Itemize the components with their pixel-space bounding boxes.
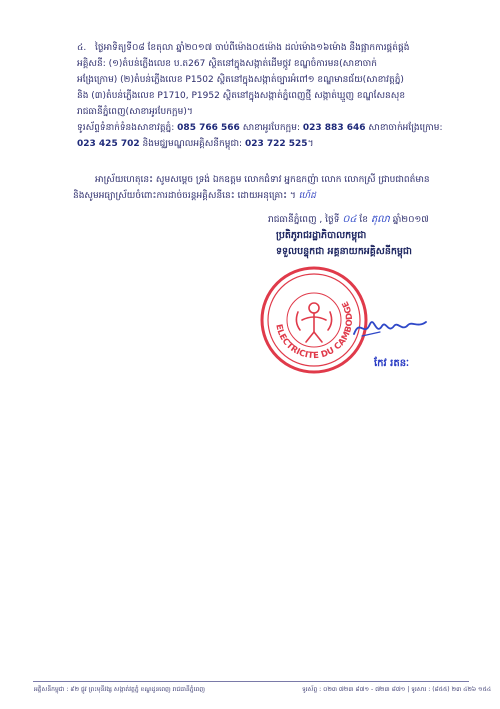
- footer-address: អគ្គិសនីកម្ពុជា : ៩២ ផ្លូវ ព្រះមុនីវង្ស សង្កាត់វត្តភ្នំ ខណ្ឌដូនពេញ រាជធានីភ្នំពេញ: [34, 686, 205, 693]
- item-4-line-2: អគ្គិសនី: (១)តំបន់ភ្លើងលេខ ប.ត267 ស្ថិតនៅក្នុងសង្កាត់ដើមថ្កូវ ខណ្ឌចំការមន(សាខាចាក់: [77, 59, 377, 69]
- phone-wat-phnom: 085 766 566: [177, 123, 240, 133]
- phone-edc: 023 722 525: [244, 139, 308, 149]
- contact-mid: សាខាអូរបែកក្អម:: [242, 123, 300, 133]
- date-day: ០៤: [342, 214, 357, 225]
- contact-prefix: ទូរស័ព្ទទំនាក់ទំនងសាខាវត្តភ្នំ:: [77, 123, 175, 133]
- closing-paragraph: [73, 172, 473, 204]
- handwritten-signature-icon: [350, 312, 430, 342]
- date-prefix: រាជធានីភ្នំពេញ , ថ្ងៃទី: [268, 215, 340, 225]
- date-month-label: ខែ: [359, 215, 368, 225]
- closing-line-1: អាស្រ័យហេតុនេះ សូមសម្ដេច ទ្រង់ ឯកឧត្តម លោកជំទាវ អ្នកឧកញ៉ា លោក លោកស្រី ជ្រាបជាពត៌មាន: [95, 175, 430, 185]
- item-4-line-3: អង្រែក្រោម) (២)តំបន់ភ្លើងលេខ P1502 ស្ថិតនៅក្នុងសង្កាត់ច្បារអំពៅ១ ខណ្ឌមានជ័យ(សាខាវត្តភ្នំ): [77, 75, 404, 85]
- initials-mark: ហេ៍ដ: [298, 191, 316, 201]
- footer-contact: ទូរស័ព្ទ : ០២៣ ៧២៣ ៨៧១ - ៧២៣ ៨៧១ | ទូរសារ : (៨៥៥) ២៣ ៤២៦ ១៥៤: [302, 686, 492, 693]
- contact-line-2: 023 425 702 និងមជ្ឈមណ្ឌលអគ្គិសនីកម្ពុជា: 023 722 525។: [77, 139, 314, 149]
- phone-chak: 023 425 702: [77, 139, 140, 149]
- item-4-line-1: ថ្ងៃអាទិត្យទី០៨ ខែតុលា ឆ្នាំ២០១៧ ចាប់ពីម៉ោង០៥ម៉ោង ដល់ម៉ោង១៦ម៉ោង នឹងផ្អាកការផ្គត់ផ្គង់: [95, 43, 410, 53]
- signatory-name: កែវ រតនៈ: [374, 358, 410, 369]
- contact-line-1: [77, 120, 472, 136]
- date-month: តុលា: [370, 214, 390, 225]
- item-4-line-4: និង (៣)តំបន់ភ្លើងលេខ P1710, P1952 ស្ថិតនៅក្នុងសង្កាត់ភ្នំពេញថ្មី សង្កាត់ឃ្មួញ ខណ្ឌសែនសុខ: [77, 91, 406, 101]
- contact-mid2: សាខាចាក់អង្រែក្រោម:: [368, 123, 443, 133]
- signatory-title-1: ប្រតិភូរាជរដ្ឋាភិបាលកម្ពុជា: [276, 230, 367, 241]
- item-4-line-5: រាជធានីភ្នំពេញ(សាខាអូរបែកក្អម)។: [77, 107, 193, 117]
- phone-orbek: 023 883 646: [302, 123, 366, 133]
- stamp-text: ELECTRICITE DU CAMBODGE: [273, 299, 356, 362]
- date-line: [268, 212, 429, 227]
- footer-divider: [33, 681, 469, 682]
- closing-line-2: និងសូមអធ្យាស្រ័យចំពោះការដាច់ចរន្តអគ្គិសនីនេះ ដោយអនុគ្រោះ ។ ហេ៍ដ: [73, 191, 316, 201]
- contact-tail: និងមជ្ឈមណ្ឌលអគ្គិសនីកម្ពុជា:: [142, 139, 243, 149]
- item-number: ៤.: [77, 43, 87, 53]
- signatory-title-2: ទទួលបន្ទុកជា អគ្គនាយកអគ្គិសនីកម្ពុជា: [276, 246, 412, 257]
- item-4-paragraph: [77, 40, 472, 152]
- date-year: ឆ្នាំ២០១៧: [392, 215, 429, 225]
